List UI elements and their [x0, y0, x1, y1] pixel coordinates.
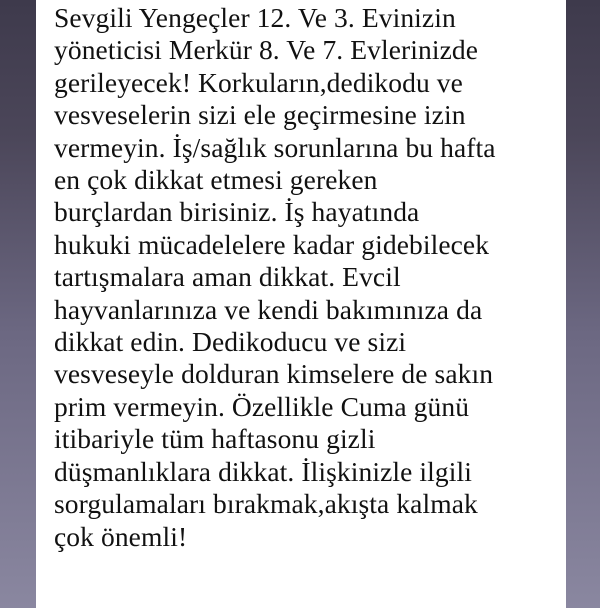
text-line: yöneticisi Merkür 8. Ve 7. Evlerinizde — [54, 34, 479, 66]
text-line: çok önemli! — [54, 520, 188, 552]
text-line: burçlardan birisiniz. İş hayatında — [54, 196, 420, 228]
text-line: vesveseyle dolduran kimselere de sakın — [54, 358, 494, 390]
story-text-card — [36, 0, 566, 608]
text-line: tartışmalara aman dikkat. Evcil — [54, 261, 401, 293]
text-line: dikkat edin. Dedikoducu ve sizi — [54, 326, 407, 358]
text-line: vermeyin. İş/sağlık sorunlarına bu hafta — [54, 131, 496, 163]
text-line: Sevgili Yengeçler 12. Ve 3. Evinizin — [54, 2, 456, 33]
text-line: düşmanlıklara dikkat. İlişkinizle ilgili — [54, 455, 472, 487]
text-line: prim vermeyin. Özellikle Cuma günü — [54, 390, 470, 422]
text-line: hayvanlarınıza ve kendi bakımınıza da — [54, 293, 483, 325]
text-line: itibariyle tüm haftasonu gizli — [54, 423, 376, 455]
text-line: en çok dikkat etmesi gereken — [54, 164, 378, 196]
text-line: hukuki mücadelelere kadar gidebilecek — [54, 228, 490, 260]
horoscope-text — [54, 2, 556, 553]
text-line: vesveselerin sizi ele geçirmesine izin — [54, 99, 466, 131]
text-line: gerileyecek! Korkuların,dedikodu ve — [54, 66, 463, 98]
text-line: sorgulamaları bırakmak,akışta kalmak — [54, 488, 478, 520]
